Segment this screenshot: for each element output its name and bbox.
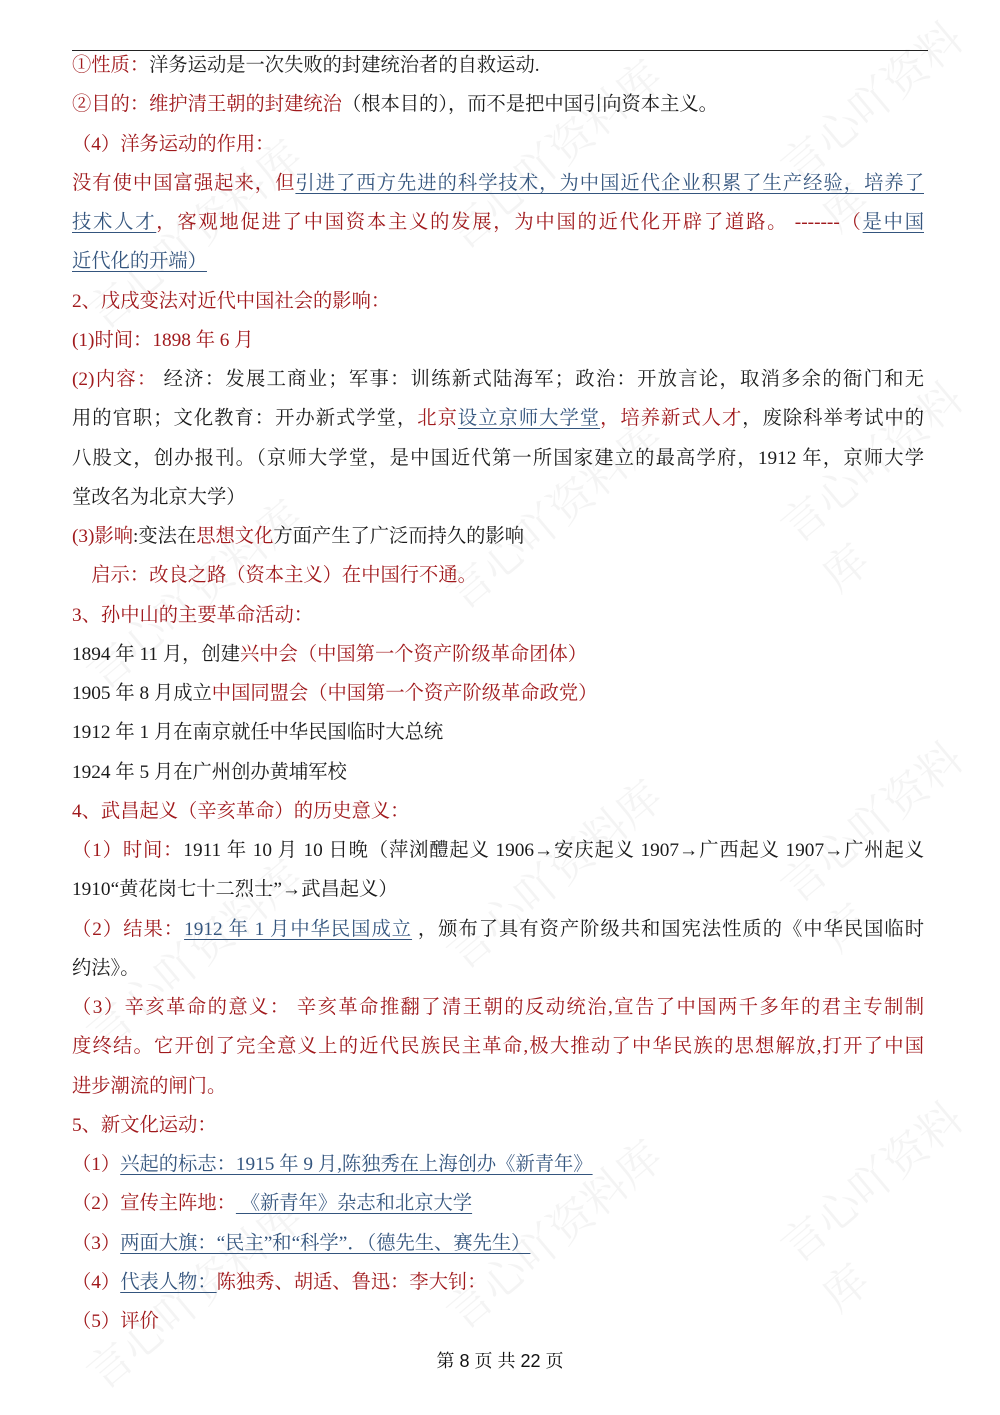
underlined-text: 代表人物： [120, 1271, 217, 1293]
text-line [72, 1191, 924, 1217]
text-line [72, 838, 924, 864]
body-text: 1894 年 11 月，创建 [72, 643, 240, 665]
emphasis-text: (3)影响 [72, 526, 134, 547]
text-line [72, 995, 924, 1021]
text-line [72, 1309, 924, 1335]
text-line [72, 406, 924, 432]
text-line [72, 1270, 924, 1296]
emphasis-text: （3）辛亥革命的意义： 辛亥革命推翻了清王朝的反动统治,宣告了中国两千多年的君主专制制 [72, 997, 924, 1018]
emphasis-text: ，客观地促进了中国资本主义的发展，为中国的近代化开辟了道路。 -------（ [156, 212, 863, 233]
body-text: 八股文，创办报刊。（京师大学堂，是中国近代第一所国家建立的最高学府，1912 年，京师大学 [72, 447, 924, 469]
emphasis-text: 启示：改良之路（资本主义）在中国行不通。 [72, 565, 477, 587]
underlined-text: 引进了西方先进的科学技术，为中国近代企业积累了生产经验，培养了 [295, 172, 924, 194]
text-line [72, 1113, 924, 1139]
emphasis-text: 2、戊戌变法对近代中国社会的影响： [72, 290, 391, 312]
body-text: ，颁布了具有资产阶级共和国宪法性质的《中华民国临时 [412, 918, 924, 940]
emphasis-text: （3） [72, 1232, 121, 1254]
body-text: 1910“黄花岗七十二烈士”→武昌起义） [72, 879, 398, 901]
underlined-text: 技术人才 [72, 212, 157, 233]
watermark [765, 4, 1000, 243]
emphasis-text: 度终结。它开创了完全意义上的近代民族民主革命,极大推动了中华民族的思想解放,打开了中国 [72, 1036, 924, 1058]
emphasis-text: 没有使中国富强起来，但 [72, 172, 296, 194]
emphasis-text: 北京 [417, 408, 458, 430]
underlined-text: 1912 年 1 月中华民国成立 [184, 918, 413, 940]
body-text: 用的官职；文化教育：开办新式学堂， [72, 408, 418, 430]
body-text: 1912 年 1 月在南京就任中华民国临时大总统 [72, 722, 444, 744]
emphasis-text: 中国同盟会（中国第一个资产阶级革命政党） [211, 683, 598, 704]
text-line [72, 1074, 924, 1100]
text-line [72, 563, 924, 589]
text-line [72, 210, 924, 236]
emphasis-text: ①性质： [72, 55, 150, 76]
body-text: （根本目的），而不是把中国引向资本主义。 [341, 94, 718, 116]
text-line [72, 1152, 924, 1178]
watermark [430, 763, 673, 982]
emphasis-text: 陈独秀、胡适、鲁迅：李大钊： [216, 1271, 487, 1293]
emphasis-text: （1） [72, 1154, 121, 1175]
emphasis-text: 兴中会（中国第一个资产阶级革命团体） [240, 643, 588, 665]
text-line [72, 1231, 924, 1257]
watermark [70, 843, 313, 1062]
underlined-text: 近代化的开端） [72, 251, 207, 273]
text-line [72, 720, 924, 746]
emphasis-text: （4） [72, 1271, 121, 1293]
underlined-text: 《新青年》杂志和北京大学 [235, 1193, 473, 1215]
watermark [70, 483, 313, 702]
top-rule [72, 50, 928, 51]
emphasis-text: 进步潮流的闸门。 [72, 1075, 227, 1097]
emphasis-text: （1）时间： [72, 840, 184, 861]
body-text: 1911 年 10 月 10 日晚（萍浏醴起义 1906→安庆起义 1907→广西起义 1907→广州起义 [183, 840, 924, 861]
body-text: 1924 年 5 月在广州创办黄埔军校 [72, 761, 347, 783]
text-line [72, 249, 924, 275]
text-line [72, 132, 924, 158]
body-text: 约法》。 [72, 957, 140, 979]
emphasis-text: 3、孙中山的主要革命活动： [72, 604, 314, 626]
text-line [72, 485, 924, 511]
text-line [72, 524, 924, 550]
emphasis-text: （5）评价 [72, 1311, 159, 1332]
body-text: 洋务运动是一次失败的封建统治者的自救运动. [149, 55, 540, 76]
text-line [72, 92, 924, 118]
text-line [72, 956, 924, 982]
emphasis-text: (2)内容： [72, 369, 158, 390]
body-text: ，废除科举考试中的 [742, 408, 924, 430]
body-text: :变法在 [133, 526, 197, 547]
body-text: 经济：发展工商业；军事：训练新式陆海军；政治：开放言论，取消多余的衙门和无 [157, 369, 924, 390]
text-line [72, 642, 924, 668]
text-line [72, 367, 924, 393]
text-line [72, 328, 924, 354]
underlined-text: 是中国 [862, 212, 924, 233]
text-line [72, 760, 924, 786]
body-text: 方面产生了广泛而持久的影响 [273, 526, 525, 547]
emphasis-text: ，培养新式人才 [600, 408, 743, 430]
underlined-text: 设立京师大学堂 [457, 408, 601, 430]
emphasis-text: 5、新文化运动： [72, 1114, 217, 1136]
emphasis-text: 4、武昌起义（辛亥革命）的历史意义： [72, 800, 410, 822]
emphasis-text: （4）洋务运动的作用： [72, 133, 275, 155]
text-line [72, 799, 924, 825]
emphasis-text: ②目的：维护清王朝的封建统治 [72, 94, 342, 116]
text-line [72, 171, 924, 197]
text-line [72, 289, 924, 315]
text-line [72, 917, 924, 943]
body-text: 堂改名为北京大学） [72, 486, 246, 508]
text-line [72, 446, 924, 472]
text-line [72, 603, 924, 629]
text-line [72, 53, 924, 79]
underlined-text: 兴起的标志：1915 年 9 月,陈独秀在上海创办《新青年》 [120, 1154, 593, 1175]
underlined-text: 两面大旗：“民主”和“科学”．（德先生、赛先生） [120, 1232, 531, 1254]
emphasis-text: （2）结果： [72, 918, 185, 940]
page-footer: 第 8 页 共 22 页 [436, 1351, 564, 1371]
emphasis-text: （2）宣传主阵地： [72, 1193, 236, 1215]
text-line [72, 877, 924, 903]
body-text: 1905 年 8 月成立 [72, 683, 212, 704]
text-line [72, 1034, 924, 1060]
text-line [72, 681, 924, 707]
emphasis-text: (1)时间：1898 年 6 月 [72, 329, 254, 351]
emphasis-text: 思想文化 [196, 526, 274, 547]
